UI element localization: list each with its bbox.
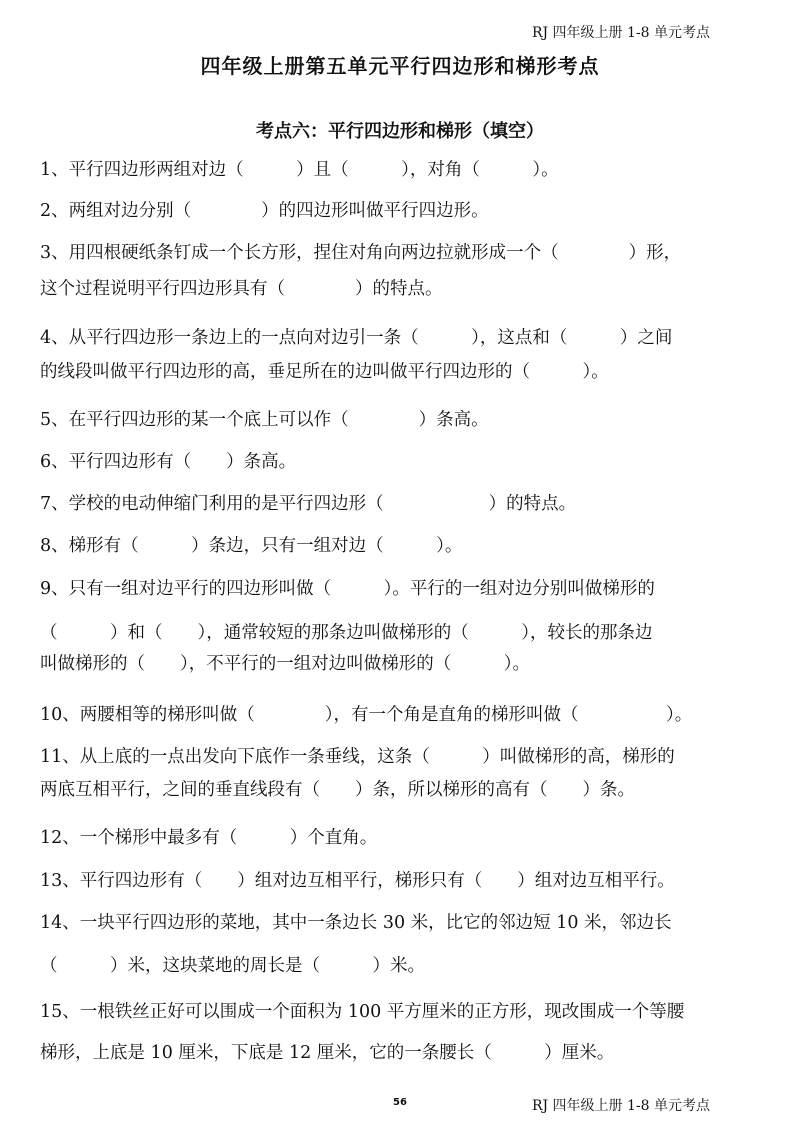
running-header: RJ 四年级上册 1-8 单元考点: [531, 25, 710, 41]
question-9-line-3: 叫做梯形的（ ），不平行的一组对边叫做梯形的（ ）。: [40, 654, 530, 674]
question-7: 7、学校的电动伸缩门利用的是平行四边形（ ）的特点。: [40, 494, 577, 514]
section-subtitle: 考点六：平行四边形和梯形（填空）: [256, 121, 544, 142]
question-6: 6、平行四边形有（ ）条高。: [40, 452, 297, 472]
question-12: 12、一个梯形中最多有（ ）个直角。: [40, 828, 378, 848]
question-3-line-1: 3、用四根硬纸条钉成一个长方形，捏住对角向两边拉就形成一个（ ）形，: [40, 243, 682, 263]
page-number: 56: [393, 1097, 407, 1108]
question-9-line-2: （ ）和（ ），通常较短的那条边叫做梯形的（ ），较长的那条边: [40, 623, 653, 643]
question-2: 2、两组对边分别（ ）的四边形叫做平行四边形。: [40, 201, 489, 221]
question-1: 1、平行四边形两组对边（ ）且（ ），对角（ ）。: [40, 160, 559, 180]
question-9-line-1: 9、只有一组对边平行的四边形叫做（ ）。平行的一组对边分别叫做梯形的: [40, 579, 655, 599]
question-10: 10、两腰相等的梯形叫做（ ），有一个角是直角的梯形叫做（ ）。: [40, 705, 693, 725]
question-15-line-1: 15、一根铁丝正好可以围成一个面积为 100 平方厘米的正方形，现改围成一个等腰: [40, 1002, 685, 1022]
page-title: 四年级上册第五单元平行四边形和梯形考点: [200, 54, 600, 78]
question-14-line-2: （ ）米，这块菜地的周长是（ ）米。: [40, 956, 425, 976]
running-footer: RJ 四年级上册 1-8 单元考点: [531, 1098, 710, 1114]
question-8: 8、梯形有（ ）条边，只有一组对边（ ）。: [40, 536, 463, 556]
question-14-line-1: 14、一块平行四边形的菜地，其中一条边长 30 米，比它的邻边短 10 米，邻边长: [40, 913, 672, 933]
question-4-line-1: 4、从平行四边形一条边上的一点向对边引一条（ ），这点和（ ）之间: [40, 328, 673, 348]
question-15-line-2: 梯形，上底是 10 厘米，下底是 12 厘米，它的一条腰长（ ）厘米。: [40, 1043, 615, 1063]
question-3-line-2: 这个过程说明平行四边形具有（ ）的特点。: [40, 279, 443, 299]
question-13: 13、平行四边形有（ ）组对边互相平行，梯形只有（ ）组对边互相平行。: [40, 871, 675, 891]
question-4-line-2: 的线段叫做平行四边形的高，垂足所在的边叫做平行四边形的（ ）。: [40, 362, 609, 382]
question-11-line-2: 两底互相平行，之间的垂直线段有（ ）条，所以梯形的高有（ ）条。: [40, 780, 635, 800]
question-11-line-1: 11、从上底的一点出发向下底作一条垂线，这条（ ）叫做梯形的高，梯形的: [40, 747, 675, 767]
question-5: 5、在平行四边形的某一个底上可以作（ ）条高。: [40, 410, 489, 430]
